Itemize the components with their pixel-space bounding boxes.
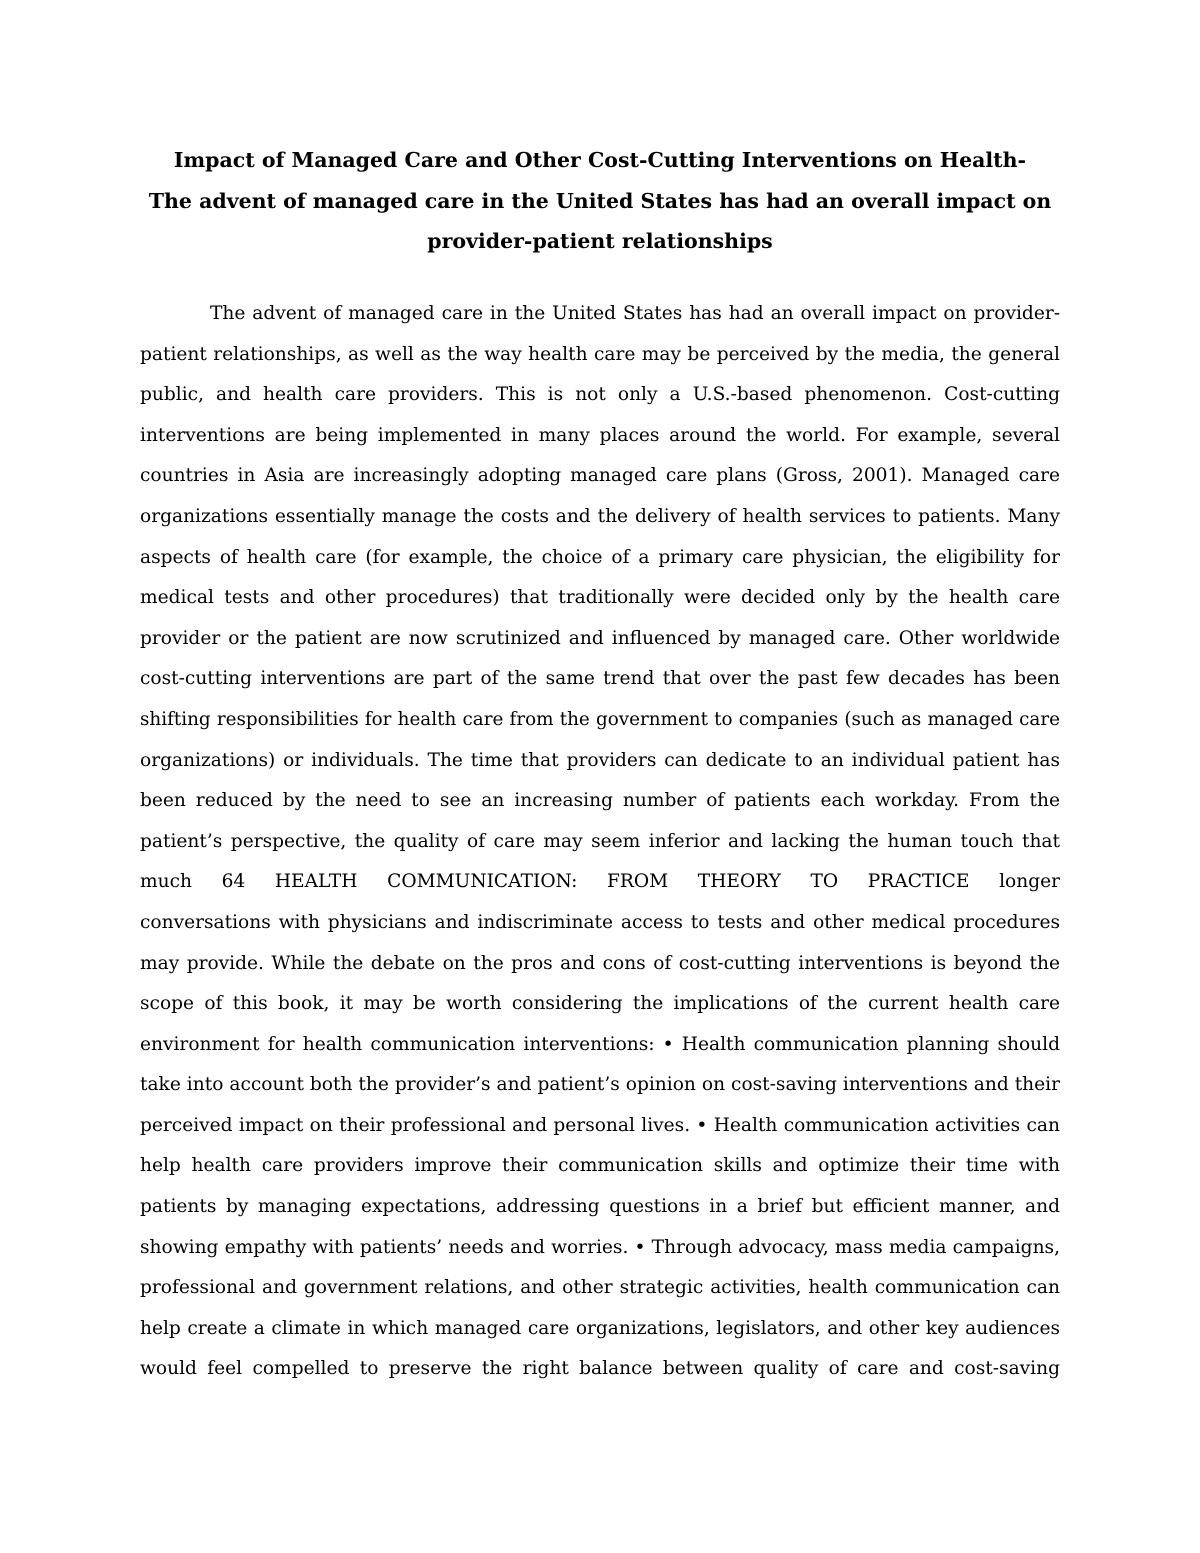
body-line: organizations essentially manage the costs and the delivery of health services to patients. Many <box>140 505 1060 527</box>
body-line: perceived impact on their professional and personal lives. • Health communication activities can <box>140 1114 1060 1136</box>
body-line: would feel compelled to preserve the right balance between quality of care and cost-saving <box>140 1358 1060 1380</box>
body-line: help create a climate in which managed care organizations, legislators, and other key audiences <box>140 1317 1060 1339</box>
body-line: medical tests and other procedures) that traditionally were decided only by the health care <box>140 587 1060 609</box>
body-line: help health care providers improve their communication skills and optimize their time with <box>140 1155 1060 1177</box>
body-line: aspects of health care (for example, the choice of a primary care physician, the eligibility for <box>140 546 1060 568</box>
body-line: showing empathy with patients’ needs and worries. • Through advocacy, mass media campaigns, <box>140 1236 1060 1258</box>
body-paragraph <box>140 294 1060 1390</box>
body-line: The advent of managed care in the United States has had an overall impact on provider- <box>210 303 1060 324</box>
body-line: interventions are being implemented in many places around the world. For example, several <box>140 424 1060 446</box>
body-line: countries in Asia are increasingly adopting managed care plans (Gross, 2001). Managed care <box>140 465 1060 487</box>
body-line: cost-cutting interventions are part of the same trend that over the past few decades has been <box>140 668 1060 690</box>
title-line: provider-patient relationships <box>427 229 773 253</box>
body-line: patient relationships, as well as the way health care may be perceived by the media, the general <box>140 343 1060 365</box>
body-line: take into account both the provider’s and patient’s opinion on cost-saving interventions and their <box>140 1074 1060 1096</box>
body-line: conversations with physicians and indiscriminate access to tests and other medical procedures <box>140 911 1060 933</box>
body-line: organizations) or individuals. The time that providers can dedicate to an individual patient has <box>140 749 1060 771</box>
body-line: may provide. While the debate on the pros and cons of cost-cutting interventions is beyond the <box>140 952 1060 974</box>
title-line: Impact of Managed Care and Other Cost-Cutting Interventions on Health- <box>173 148 1027 172</box>
body-line: patient’s perspective, the quality of care may seem inferior and lacking the human touch that <box>140 830 1060 852</box>
body-line: provider or the patient are now scrutinized and influenced by managed care. Other worldwide <box>140 627 1060 649</box>
body-line: much 64 HEALTH COMMUNICATION: FROM THEORY TO PRACTICE longer <box>140 871 1060 893</box>
body-line: environment for health communication interventions: • Health communication planning should <box>140 1033 1060 1055</box>
body-line: scope of this book, it may be worth considering the implications of the current health care <box>140 993 1060 1015</box>
body-line: been reduced by the need to see an increasing number of patients each workday. From the <box>140 790 1060 812</box>
body-line: public, and health care providers. This is not only a U.S.-based phenomenon. Cost-cutting <box>140 384 1060 406</box>
document-title <box>140 140 1060 262</box>
title-line: The advent of managed care in the United States has had an overall impact on <box>148 188 1052 213</box>
body-line: professional and government relations, and other strategic activities, health communication can <box>140 1277 1060 1299</box>
body-line: patients by managing expectations, addressing questions in a brief but efficient manner, and <box>140 1196 1060 1218</box>
body-line: shifting responsibilities for health care from the government to companies (such as managed care <box>140 708 1060 730</box>
